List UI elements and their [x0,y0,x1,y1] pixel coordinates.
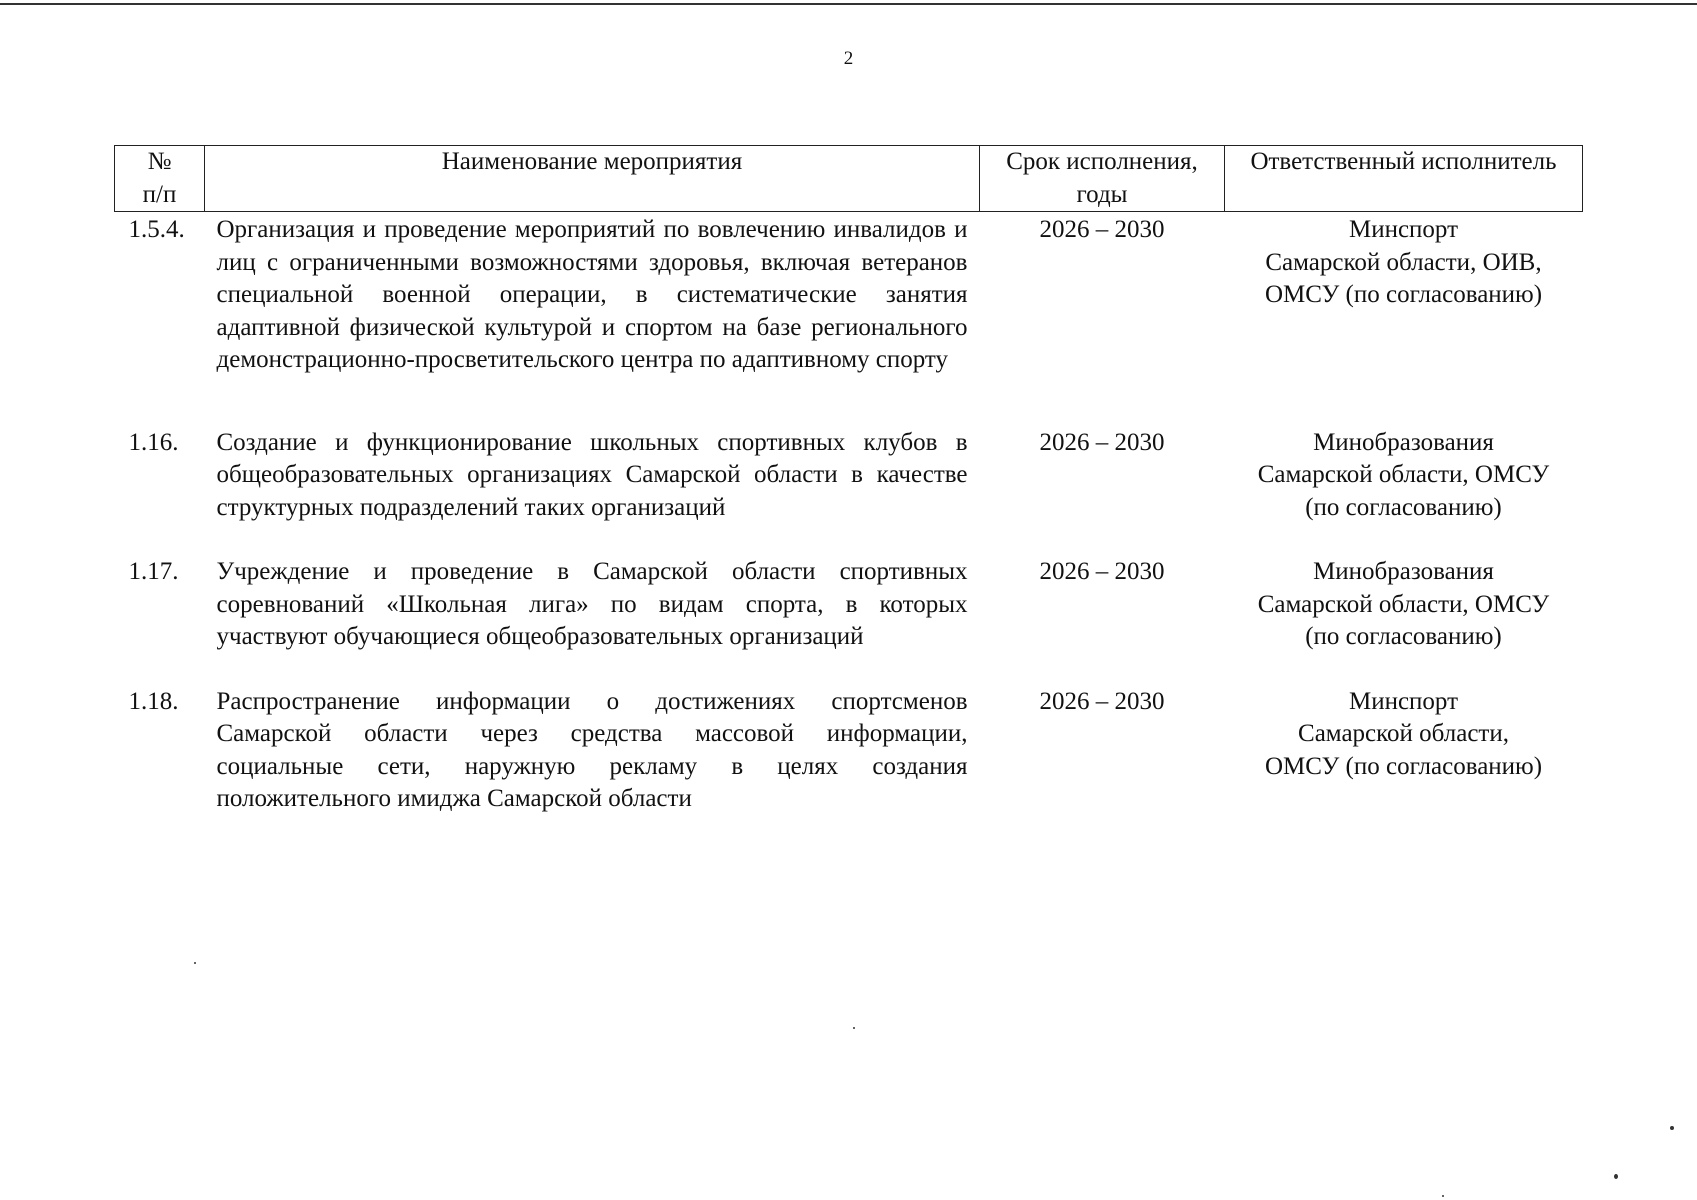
scan-speck [1442,1195,1444,1197]
header-number-line2: п/п [142,180,177,208]
scan-speck [1614,1174,1618,1179]
row-activity-name: Создание и функционирование школьных спортивных клубов в общеобразовательных организациях Самарской области в качестве структурных подразделений таких организаций [216,428,968,521]
row-responsible-line: ОМСУ (по согласованию) [1264,752,1543,780]
row-number: 1.17. [128,558,179,585]
row-responsible-line: (по согласованию) [1305,493,1502,521]
header-term-line2: годы [1076,180,1128,208]
header-activity-name: Наименование мероприятия [205,146,980,212]
row-number: 1.16. [128,428,179,456]
row-responsible-line: Минобразования [1313,428,1494,456]
scan-speck [853,1027,855,1029]
scan-speck [194,962,196,964]
activities-table [114,145,1583,816]
row-responsible-line: ОМСУ (по согласованию) [1264,281,1543,308]
header-number-line1: № [147,148,172,175]
table-row [115,425,1583,555]
row-responsible-line: Минобразования [1313,558,1494,585]
row-responsible-line: Минспорт [1348,687,1459,715]
row-number: 1.5.4. [128,216,185,243]
page-number: 2 [843,48,854,69]
row-number: 1.18. [128,687,179,715]
row-responsible [1225,425,1583,555]
row-responsible-line: Самарской области, ОМСУ [1257,461,1550,488]
header-term [980,146,1225,212]
row-responsible [1225,684,1583,816]
top-scan-rule [0,3,1697,5]
row-responsible-line: Самарской области, ОМСУ [1257,590,1550,618]
row-term: 2026 – 2030 [1039,428,1165,456]
row-term: 2026 – 2030 [1039,687,1165,715]
table-row [115,554,1583,684]
header-row [115,146,1583,212]
row-responsible [1225,212,1583,425]
table-body [115,212,1583,816]
row-activity-name: Учреждение и проведение в Самарской области спортивных соревнований «Школьная лига» по видам спорта, в которых участвуют обучающиеся общеобразовательных организаций [216,558,968,650]
header-number [115,146,205,212]
row-responsible-line: (по согласованию) [1305,623,1502,650]
table-row [115,684,1583,816]
header-term-line1: Срок исполнения, [1006,148,1198,175]
row-term: 2026 – 2030 [1039,558,1165,585]
scan-speck [1670,1126,1674,1130]
row-term: 2026 – 2030 [1039,216,1165,243]
row-responsible [1225,554,1583,684]
row-responsible-line: Минспорт [1348,216,1459,243]
row-responsible-line: Самарской области, [1298,720,1509,747]
header-responsible: Ответственный исполнитель [1225,146,1583,212]
table-header [115,146,1583,212]
table-row [115,212,1583,425]
row-activity-name: Распространение информации о достижениях спортсменов Самарской области через средства массовой информации, социальные сети, наружную рекламу в целях создания положительного имиджа Самарской области [216,687,968,812]
row-activity-name: Организация и проведение мероприятий по вовлечению инвалидов и лиц с ограниченными возможностями здоровья, включая ветеранов специальной военной операции, в систематические занятия адаптивной физической культурой и спортом на базе регионального демонстрационно-просветительского центра по адаптивному спорту [216,216,968,373]
row-responsible-line: Самарской области, ОИВ, [1265,248,1542,276]
